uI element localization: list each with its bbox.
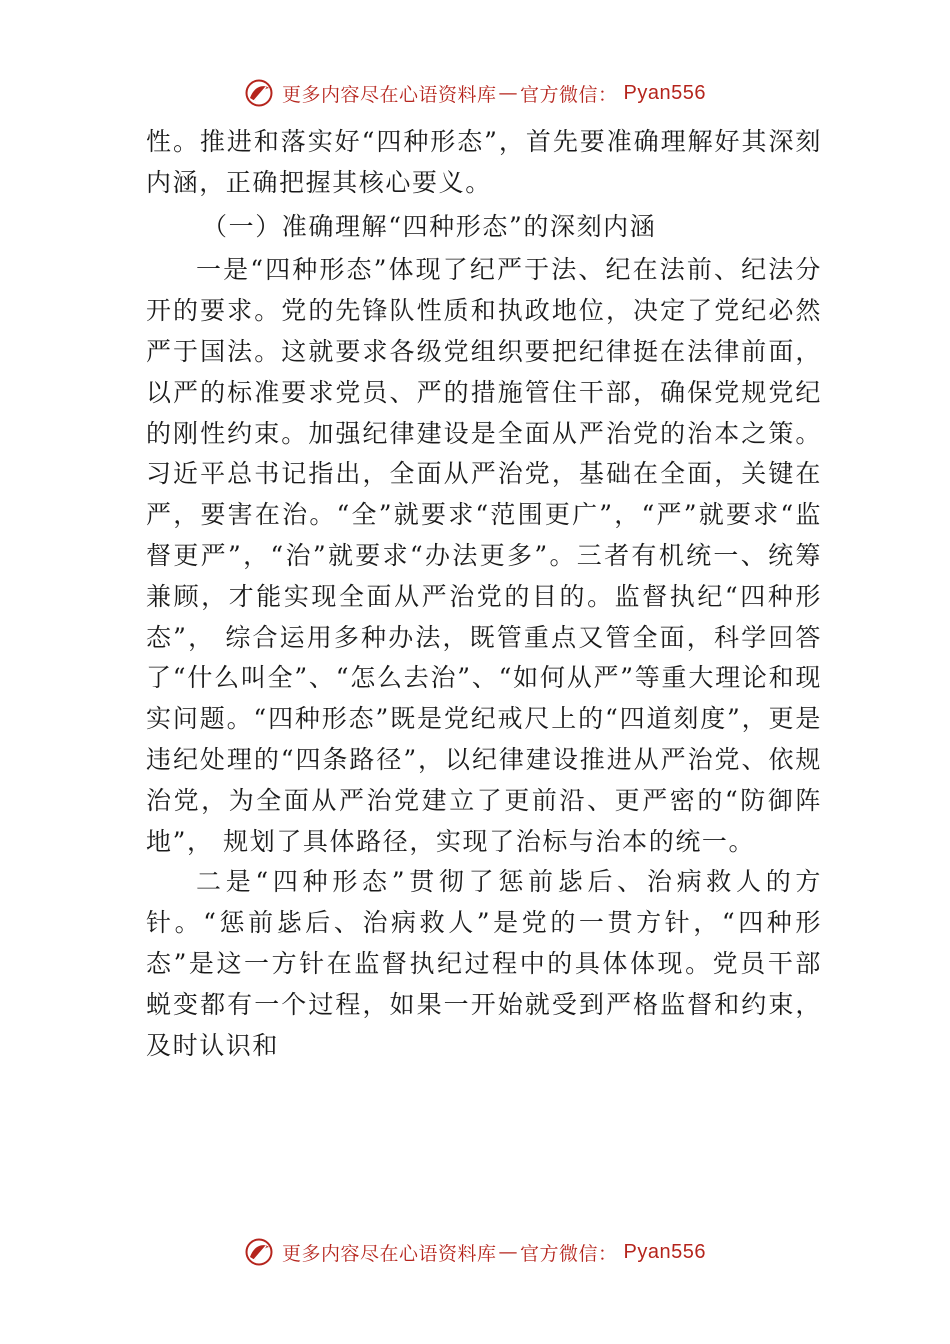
header-wechat-label: 官方微信：	[520, 83, 618, 106]
footer-watermark	[0, 1232, 950, 1272]
paragraph-2: 二是“四种形态”贯彻了惩前毖后、治病救人的方针。“惩前毖后、治病救人”是党的一贯方针，“四种形态”是这一方针在监督执纪过程中的具体体现。党员干部蜕变都有一个过程，如果一开始就受到严格监督和约束，及时认识和	[146, 867, 822, 1060]
intro-paragraph: 性。推进和落实好“四种形态”，首先要准确理解好其深刻内涵，正确把握其核心要义。	[146, 127, 822, 197]
document-body	[146, 122, 822, 1066]
footer-site-text: 更多内容尽在心语资料库	[282, 1242, 497, 1265]
footer-separator: —	[498, 1241, 519, 1263]
header-wechat-id: Pyan556	[623, 81, 706, 104]
brand-logo-icon	[244, 78, 274, 108]
header-watermark	[0, 73, 950, 113]
footer-wechat-label: 官方微信：	[520, 1242, 618, 1265]
footer-wechat-id: Pyan556	[623, 1240, 706, 1263]
paragraph-1: 一是“四种形态”体现了纪严于法、纪在法前、纪法分开的要求。党的先锋队性质和执政地位，决定了党纪必然严于国法。这就要求各级党组织要把纪律挺在法律前面，以严的标准要求党员、严的措施管住干部，确保党规党纪的刚性约束。加强纪律建设是全面从严治党的治本之策。习近平总书记指出，全面从严治党，基础在全面，关键在严，要害在治。“全”就要求“范围更广”，“严”就要求“监督更严”，“治”就要求“办法更多”。三者有机统一、统筹兼顾，才能实现全面从严治党的目的。监督执纪“四种形态”， 综合运用多种办法，既管重点又管全面，科学回答了“什么叫全”、“怎么去治”、“如何从严”等重大理论和现实问题。“四种形态”既是党纪戒尺上的“四道刻度”，更是违纪处理的“四条路径”，以纪律建设推进从严治党、依规治党，为全面从严治党建立了更前沿、更严密的“防御阵地”， 规划了具体路径，实现了治标与治本的统一。	[146, 255, 822, 856]
section-heading: （一）准确理解“四种形态”的深刻内涵	[202, 211, 657, 241]
header-site-text: 更多内容尽在心语资料库	[282, 83, 497, 106]
header-separator: —	[498, 82, 519, 104]
brand-logo-icon	[244, 1237, 274, 1267]
